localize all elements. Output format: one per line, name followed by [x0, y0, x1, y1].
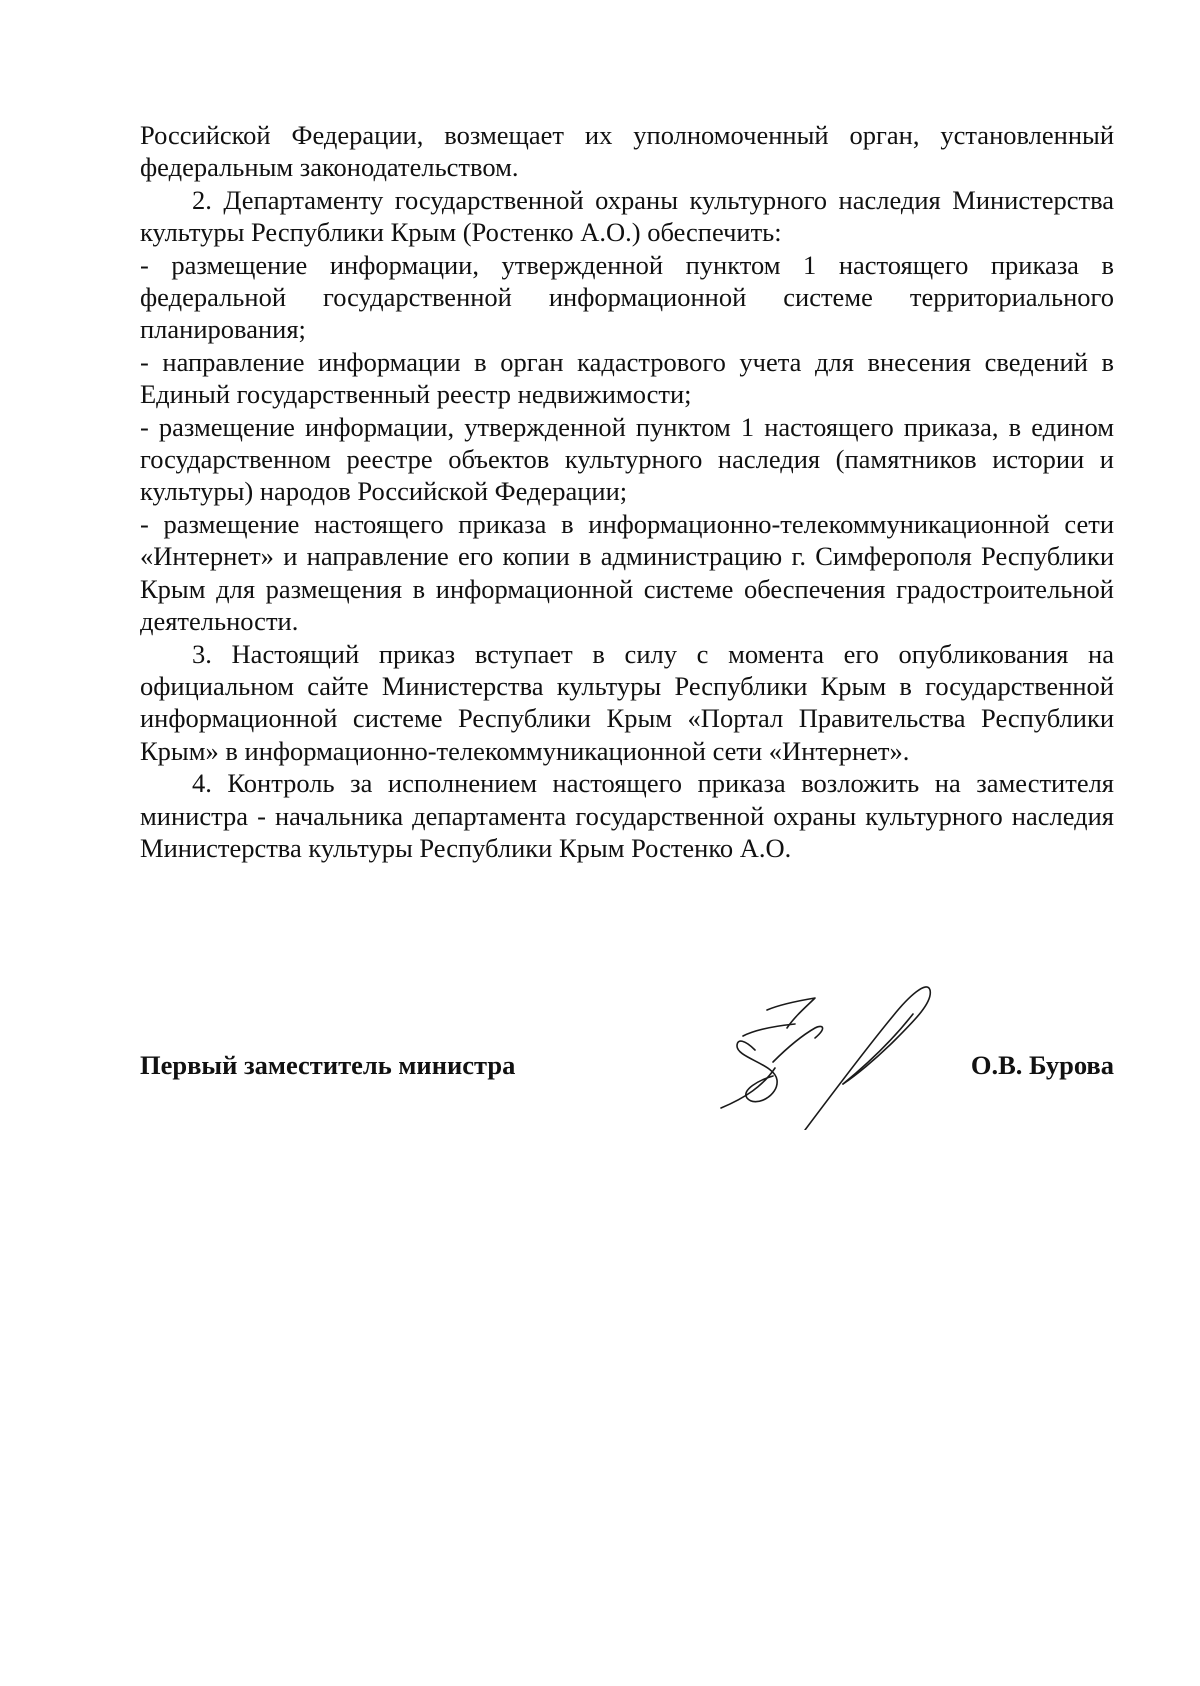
signatory-name: О.В. Бурова — [970, 1050, 1114, 1080]
document-body — [140, 119, 1114, 864]
list-item-internet-publication: - размещение настоящего приказа в информационно-телекоммуникационной сети «Интернет» и направление его копии в администрацию г. Симферополя Республики Крым для размещения в информационной системе обеспечения градостроительной деятельности. — [140, 508, 1114, 637]
list-item-placement-fgis: - размещение информации, утвержденной пунктом 1 настоящего приказа в федеральной государственной информационной системе территориального планирования; — [140, 249, 1114, 345]
paragraph-item-3: 3. Настоящий приказ вступает в силу с момента его опубликования на официальном сайте Министерства культуры Республики Крым в государственной информационной системе Республики Крым «Портал Правительства Республики Крым» в информационно-телекоммуникационной сети «Интернет». — [140, 638, 1114, 766]
signature-block — [140, 1050, 1114, 1090]
list-item-heritage-registry: - размещение информации, утвержденной пунктом 1 настоящего приказа, в едином государственном реестре объектов культурного наследия (памятников истории и культуры) народов Российской Федерации; — [140, 411, 1114, 507]
paragraph-item-4: 4. Контроль за исполнением настоящего приказа возложить на заместителя министра - начальника департамента государственной охраны культурного наследия Министерства культуры Республики Крым Ростенко А.О. — [140, 768, 1114, 863]
signatory-title: Первый заместитель министра — [140, 1050, 516, 1080]
list-item-cadastral-registry: - направление информации в орган кадастрового учета для внесения сведений в Единый государственный реестр недвижимости; — [140, 346, 1114, 410]
paragraph-item-2: 2. Департаменту государственной охраны культурного наследия Министерства культуры Республики Крым (Ростенко А.О.) обеспечить: — [140, 184, 1114, 248]
paragraph-continuation: Российской Федерации, возмещает их уполномоченный орган, установленный федеральным законодательством. — [140, 120, 1114, 183]
